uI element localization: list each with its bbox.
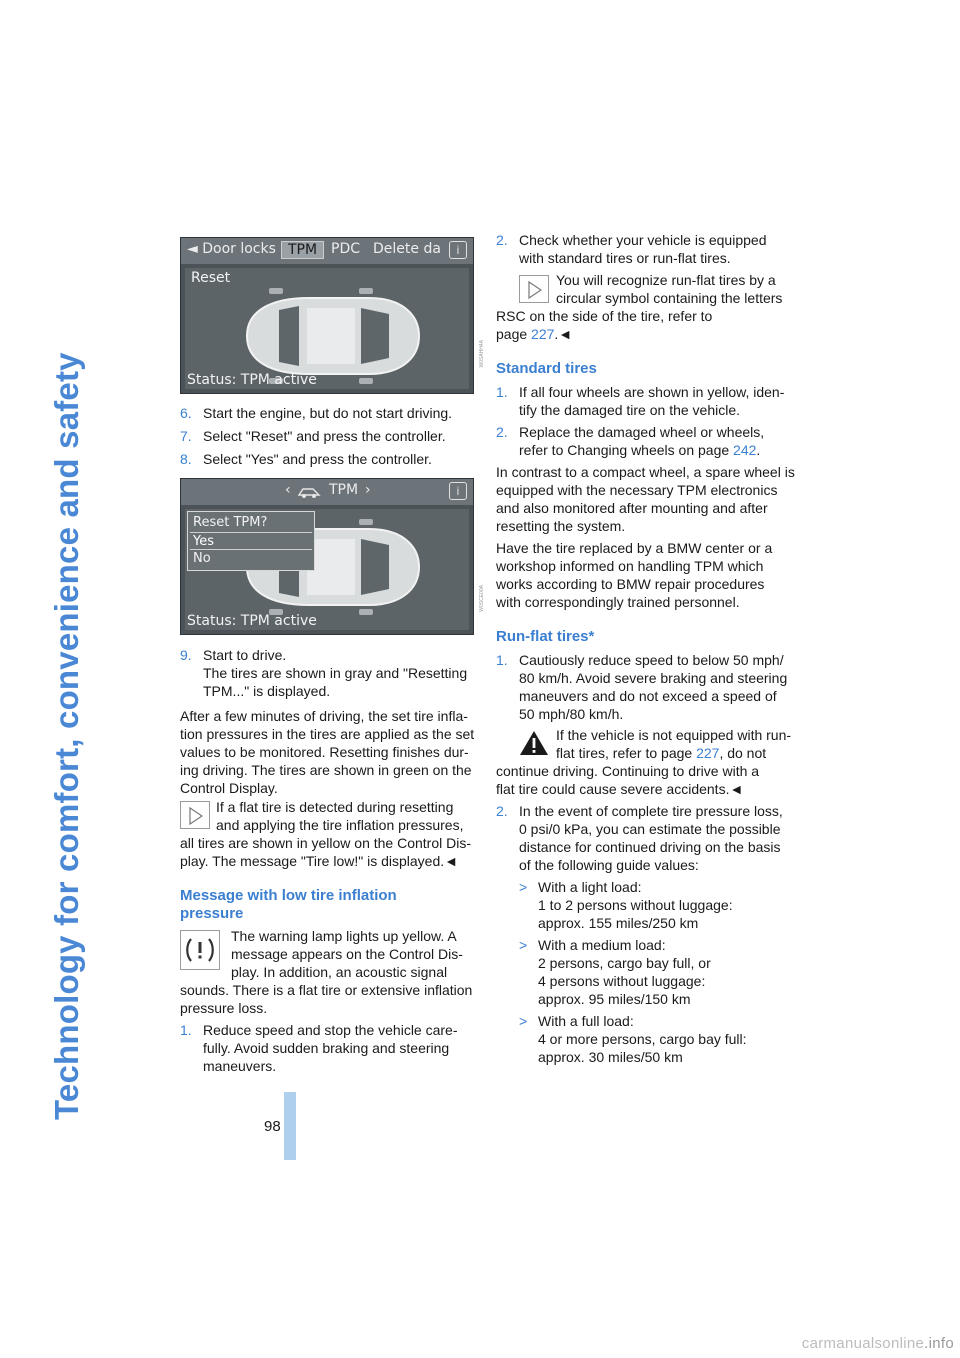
- step-1-reduce-speed: [180, 1021, 476, 1075]
- standard-step-1: [496, 383, 796, 419]
- tab-pdc: PDC: [331, 241, 360, 257]
- step-line: Reduce speed and stop the vehicle care-: [203, 1022, 458, 1038]
- text-line: continue driving. Continuing to drive with a: [496, 763, 760, 779]
- step-8: [180, 450, 476, 468]
- text-fragment: .: [756, 442, 761, 458]
- step-number: 6.: [180, 405, 192, 421]
- step-number: 1.: [180, 1022, 192, 1038]
- text-line: sounds. There is a flat tire or extensive inflation: [180, 982, 473, 998]
- bullet-full-load: [519, 1012, 799, 1066]
- step-line: If all four wheels are shown in yellow, iden-: [519, 384, 785, 400]
- step-line: [519, 441, 760, 459]
- watermark-suffix: .info: [924, 1335, 954, 1352]
- text-line: with correspondingly trained personnel.: [496, 594, 740, 610]
- bullet-line: 2 persons, cargo bay full, or: [538, 955, 711, 971]
- step-line: tify the damaged tire on the vehicle.: [519, 402, 741, 418]
- step-number: 1.: [496, 384, 508, 400]
- step-line: 0 psi/0 kPa, you can estimate the possible: [519, 821, 781, 837]
- step-number: 2.: [496, 232, 508, 248]
- text-line: resetting the system.: [496, 518, 626, 534]
- step-2-check-tires: [496, 231, 796, 267]
- info-icon: i: [449, 241, 467, 259]
- reset-tpm-menu: [187, 511, 315, 571]
- screen-menu-bar: [181, 238, 473, 264]
- text-fragment: .◄: [554, 326, 573, 342]
- text-line: pressure loss.: [180, 1000, 268, 1016]
- text-line: RSC on the side of the tire, refer to: [496, 308, 713, 324]
- tpm-screen-reset: [180, 237, 474, 394]
- step-text: Select "Reset" and press the controller.: [203, 428, 446, 444]
- step-line: of the following guide values:: [519, 857, 699, 873]
- bullet-line: approx. 30 miles/50 km: [538, 1049, 683, 1065]
- heading-low-pressure-1: Message with low tire inflation: [180, 887, 397, 904]
- bullet-line: 1 to 2 persons without luggage:: [538, 897, 733, 913]
- step-7: [180, 427, 476, 445]
- menu-item-no: No: [193, 551, 211, 566]
- heading-low-pressure-2: pressure: [180, 905, 244, 922]
- text-line: After a few minutes of driving, the set tire infla-: [180, 708, 468, 724]
- bullet-line: 4 or more persons, cargo bay full:: [538, 1031, 747, 1047]
- warning-run-flat: [496, 726, 796, 798]
- text-fragment: flat tires, refer to page: [556, 745, 697, 761]
- text-fragment: refer to Changing wheels on page: [519, 442, 734, 458]
- screen2-side-code: W0SCE00A: [479, 585, 485, 612]
- text-line: Have the tire replaced by a BMW center or a: [496, 540, 773, 556]
- text-line: all tires are shown in yellow on the Control Dis-: [180, 835, 472, 851]
- step-line: with standard tires or run-flat tires.: [519, 250, 731, 266]
- text-line: circular symbol containing the letters: [556, 290, 783, 306]
- text-line: In contrast to a compact wheel, a spare wheel is: [496, 464, 795, 480]
- text-line: play. The message "Tire low!" is displayed.◄: [180, 853, 458, 869]
- step-line: The tires are shown in gray and "Resetting: [203, 665, 468, 681]
- page-number: 98: [264, 1118, 281, 1135]
- page-bar: [284, 1092, 296, 1160]
- menu-item-reset-tpm: Reset TPM?: [193, 515, 268, 530]
- text-line: You will recognize run-flat tires by a: [556, 272, 776, 288]
- run-flat-step-1: [496, 651, 796, 723]
- bullet-line: With a medium load:: [538, 937, 666, 953]
- screen-menu-bar: [181, 479, 473, 505]
- bullet-mark: >: [519, 879, 528, 895]
- step-number: 9.: [180, 647, 192, 663]
- text-line: works according to BMW repair procedures: [496, 576, 765, 592]
- note-run-flat-recognition: [496, 271, 796, 343]
- nav-left-arrow: ‹: [285, 482, 291, 498]
- text-line: Control Display.: [180, 780, 278, 796]
- text-line: workshop informed on handling TPM which: [496, 558, 764, 574]
- screen-title-tpm: TPM: [329, 482, 359, 498]
- paragraph-bmw-center: [496, 539, 796, 611]
- bullet-line: With a light load:: [538, 879, 642, 895]
- bullet-medium-load: [519, 936, 799, 1008]
- text-line: message appears on the Control Dis-: [231, 946, 463, 962]
- text-fragment: page: [496, 326, 532, 342]
- step-line: maneuvers.: [203, 1058, 277, 1074]
- text-fragment: , do not: [719, 745, 767, 761]
- step-line: distance for continued driving on the basis: [519, 839, 781, 855]
- step-number: 8.: [180, 451, 192, 467]
- tpm-status: Status: TPM active: [187, 613, 317, 629]
- step-line: Cautiously reduce speed to below 50 mph/: [519, 652, 784, 668]
- screen1-side-code: W0SAHH4A: [479, 340, 485, 368]
- step-line: Start to drive.: [203, 647, 287, 663]
- tpm-screen-confirm: [180, 478, 474, 635]
- text-line: flat tire could cause severe accidents.◄: [496, 781, 744, 797]
- text-line: The warning lamp lights up yellow. A: [231, 928, 457, 944]
- step-text: Start the engine, but do not start driving.: [203, 405, 453, 421]
- reset-option: Reset: [191, 270, 231, 286]
- heading-standard-tires: Standard tires: [496, 360, 597, 377]
- text-line: and also monitored after mounting and after: [496, 500, 768, 516]
- car-tire-icon: [297, 485, 321, 499]
- bullet-mark: >: [519, 1013, 528, 1029]
- bullet-line: approx. 155 miles/250 km: [538, 915, 699, 931]
- text-line: [496, 325, 796, 343]
- text-line: values to be monitored. Resetting finishes dur-: [180, 744, 469, 760]
- bullet-line: approx. 95 miles/150 km: [538, 991, 691, 1007]
- paragraph-warning-lamp: [180, 927, 480, 1017]
- run-flat-step-2: [496, 802, 796, 874]
- note-flat-tire-reset: [180, 798, 480, 870]
- standard-step-2: [496, 423, 796, 459]
- step-line: TPM..." is displayed.: [203, 683, 331, 699]
- screen-panel: [185, 268, 469, 389]
- menu-item-yes: Yes: [190, 532, 312, 550]
- text-line: play. In addition, an acoustic signal: [231, 964, 448, 980]
- bullet-light-load: [519, 878, 799, 932]
- text-line: and applying the tire inflation pressures,: [216, 817, 464, 833]
- step-number: 1.: [496, 652, 508, 668]
- step-9: [180, 646, 476, 700]
- tab-door-locks: ◄ Door locks: [187, 241, 276, 257]
- page-link-227[interactable]: 227: [531, 326, 555, 342]
- paragraph-spare-wheel: [496, 463, 796, 535]
- step-line: 50 mph/80 km/h.: [519, 706, 624, 722]
- step-line: fully. Avoid sudden braking and steering: [203, 1040, 450, 1056]
- page-link-242[interactable]: 242: [733, 442, 757, 458]
- tab-tpm: TPM: [281, 241, 324, 259]
- text-line: ing driving. The tires are shown in green on the: [180, 762, 472, 778]
- section-title: Technology for comfort, convenience and safety: [48, 352, 85, 1120]
- heading-run-flat-tires: Run-flat tires*: [496, 628, 595, 645]
- text-line: equipped with the necessary TPM electronics: [496, 482, 778, 498]
- step-line: Replace the damaged wheel or wheels,: [519, 424, 765, 440]
- info-icon: i: [449, 482, 467, 500]
- text-line: If the vehicle is not equipped with run-: [556, 727, 792, 743]
- step-number: 7.: [180, 428, 192, 444]
- step-number: 2.: [496, 803, 508, 819]
- step-line: In the event of complete tire pressure loss,: [519, 803, 783, 819]
- bullet-mark: >: [519, 937, 528, 953]
- step-line: 80 km/h. Avoid severe braking and steering: [519, 670, 788, 686]
- section-tab: [0, 0, 168, 1358]
- page-link-227[interactable]: 227: [696, 745, 720, 761]
- step-line: Check whether your vehicle is equipped: [519, 232, 767, 248]
- text-line: tion pressures in the tires are applied as the set: [180, 726, 475, 742]
- step-number: 2.: [496, 424, 508, 440]
- nav-right-arrow: ›: [365, 482, 371, 498]
- step-line: maneuvers and do not exceed a speed of: [519, 688, 777, 704]
- tab-delete: Delete da: [373, 241, 441, 257]
- watermark: [802, 1335, 954, 1352]
- text-line: [496, 744, 796, 762]
- paragraph-reset-info: [180, 707, 480, 797]
- step-text: Select "Yes" and press the controller.: [203, 451, 432, 467]
- tpm-status: Status: TPM active: [187, 372, 317, 388]
- bullet-line: 4 persons without luggage:: [538, 973, 706, 989]
- step-6: [180, 404, 476, 422]
- bullet-line: With a full load:: [538, 1013, 634, 1029]
- watermark-text: carmanualsonline: [801, 1335, 925, 1352]
- text-line: If a flat tire is detected during resetting: [216, 799, 454, 815]
